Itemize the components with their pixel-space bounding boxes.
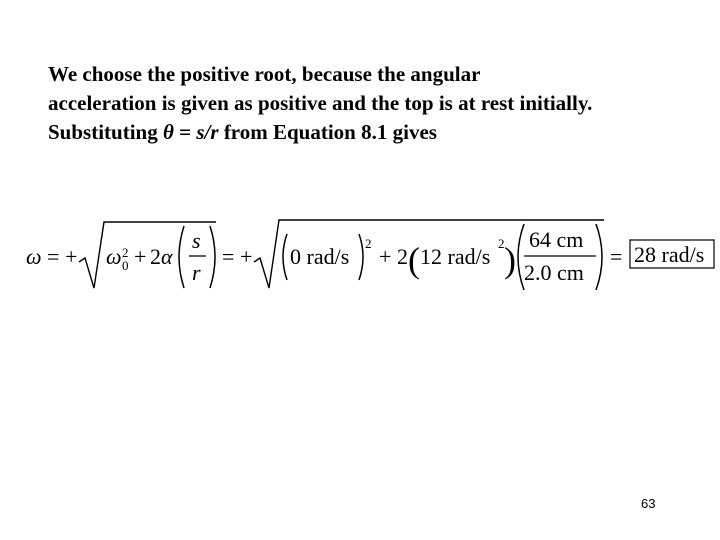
exponent-2a: 2 [122, 245, 129, 260]
right-paren-3: ) [504, 240, 516, 280]
omega-zero-symbol: ω [106, 244, 122, 269]
coefficient-two-2: 2 [397, 244, 408, 269]
r-variable: r [210, 120, 219, 144]
coefficient-two-1: 2 [150, 244, 161, 269]
equals-sign-2: = [222, 244, 235, 269]
equals-text: = [173, 120, 197, 144]
arc-length-numerator: 64 cm [529, 227, 584, 252]
theta-symbol: θ [162, 120, 174, 144]
left-paren-2 [283, 234, 287, 280]
right-paren-2 [359, 234, 363, 280]
substituting-text: Substituting [48, 120, 163, 144]
equation-reference-text: from Equation 8.1 gives [218, 120, 437, 144]
exponent-2c: 2 [498, 236, 505, 251]
plus-sign-3: + [240, 244, 253, 269]
plus-sign-4: + [379, 244, 392, 269]
s-numerator: s [192, 228, 201, 253]
equals-sign-3: = [610, 244, 623, 269]
left-paren-3: ( [408, 240, 420, 280]
angular-speed-equation [24, 212, 718, 294]
left-paren-1 [179, 226, 184, 288]
right-paren-4 [596, 224, 602, 290]
paragraph-line-3 [48, 118, 708, 147]
subscript-zero: 0 [122, 258, 129, 273]
angular-acceleration: 12 rad/s [420, 244, 491, 269]
page-number: 63 [641, 496, 656, 511]
omega-symbol: ω [26, 244, 42, 269]
s-variable: s [196, 120, 205, 144]
r-denominator: r [192, 260, 201, 285]
explanation-paragraph [48, 60, 708, 147]
plus-sign-1: + [65, 244, 78, 269]
equals-sign-1: = [47, 244, 60, 269]
paragraph-line-1: We choose the positive root, because the angular [48, 62, 481, 86]
paragraph-line-2: acceleration is given as positive and the top is at rest initially. [48, 91, 593, 115]
slash-symbol: / [204, 120, 211, 144]
radius-denominator: 2.0 cm [524, 260, 584, 285]
right-paren-1 [210, 226, 215, 288]
alpha-symbol: α [161, 244, 173, 269]
initial-angular-speed: 0 rad/s [290, 244, 350, 269]
plus-sign-2: + [134, 244, 147, 269]
exponent-2b: 2 [365, 236, 372, 251]
result-value: 28 rad/s [634, 242, 705, 267]
